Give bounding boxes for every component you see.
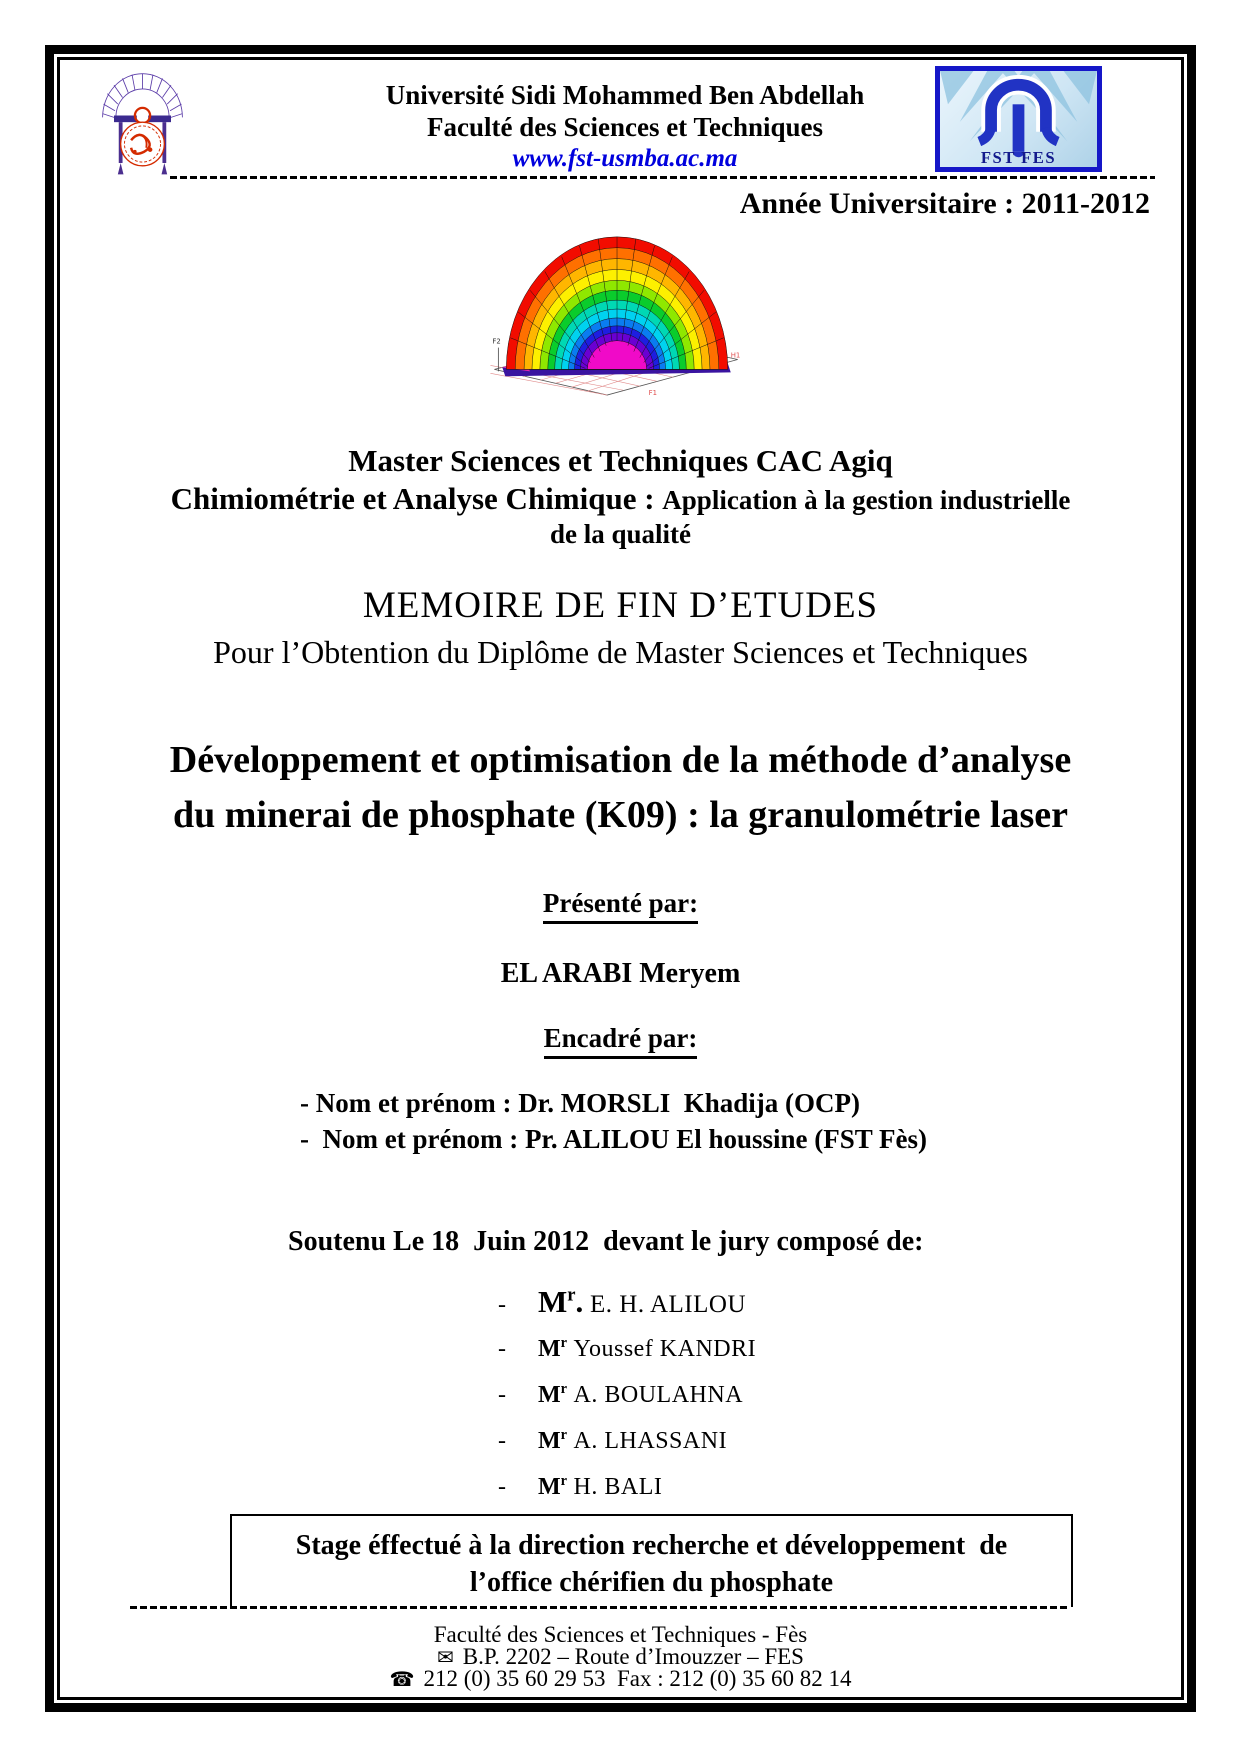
footer-line3 xyxy=(60,1668,1181,1690)
jury-title: $M^r$ xyxy=(538,1284,576,1319)
website-link: www.fst-usmba.ac.ma xyxy=(512,144,738,172)
header-divider-dashed xyxy=(170,176,1155,179)
jury-title-dot: . xyxy=(575,1284,584,1319)
specialty-line2: de la qualité xyxy=(549,519,691,549)
jury-list xyxy=(498,1284,756,1519)
supervisor-line-1: - Nom et prénom : Dr. MORSLI Khadija (OCP) xyxy=(300,1088,860,1118)
internship-line1: Stage éffectué à la direction recherche et développement de xyxy=(295,1530,1008,1561)
plot-axis-h1-label: H1 xyxy=(730,351,741,360)
defense-intro: Soutenu Le 18 Juin 2012 devant le jury composé de: xyxy=(288,1226,924,1257)
internship-line2: l’office chérifien du phosphate xyxy=(469,1566,834,1598)
jury-name: A. LHASSANI xyxy=(567,1428,728,1454)
thesis-title-line1: Développement et optimisation de la méthode d’analyse xyxy=(169,739,1072,781)
supervised-by-label: Encadré par: xyxy=(544,1023,698,1059)
jury-bullet: - xyxy=(498,1382,506,1408)
presented-by-label: Présenté par: xyxy=(543,888,698,924)
author-name: EL ARABI Meryem xyxy=(500,958,741,989)
jury-bullet: - xyxy=(498,1474,506,1500)
memoir-subheading: Pour l’Obtention du Diplôme de Master Sciences et Techniques xyxy=(213,634,1028,670)
faculty-name: Faculté des Sciences et Techniques xyxy=(427,111,823,142)
jury-name: E. H. ALILOU xyxy=(583,1291,747,1318)
internship-box xyxy=(230,1514,1073,1607)
master-program-title: Master Sciences et Techniques CAC Agiq xyxy=(348,443,893,478)
jury-member xyxy=(498,1284,756,1320)
supervised-by-row xyxy=(60,1023,1181,1059)
jury-name: A. BOULAHNA xyxy=(567,1382,744,1408)
plot-axis-f2-label: F2 xyxy=(492,337,501,346)
jury-name: Youssef KANDRI xyxy=(567,1336,757,1362)
fst-fes-logo xyxy=(935,66,1102,172)
footer-line1: Faculté des Sciences et Techniques - Fès xyxy=(433,1622,808,1647)
jury-title: $M^r$ xyxy=(538,1381,568,1408)
jury-member xyxy=(498,1427,756,1455)
specialty-sub: Application à la gestion industrielle xyxy=(662,485,1071,515)
plot-axis-f1-label: F1 xyxy=(648,389,658,398)
memoir-heading: MEMOIRE DE FIN D’ETUDES xyxy=(362,585,879,626)
university-emblem-icon xyxy=(95,68,190,182)
jury-bullet: - xyxy=(498,1428,506,1454)
academic-year: Année Universitaire : 2011-2012 xyxy=(739,187,1150,220)
phone-icon: ☎ xyxy=(389,1667,415,1691)
jury-title: $M^r$ xyxy=(538,1473,568,1500)
master-specialty-line xyxy=(60,481,1181,517)
footer-divider-dashed xyxy=(130,1606,1070,1609)
footer-phone-fax: 212 (0) 35 60 29 53 Fax : 212 (0) 35 60 82 14 xyxy=(423,1666,852,1691)
thesis-title-line2: du minerai de phosphate (K09) : la granulométrie laser xyxy=(172,794,1069,836)
header-text-block xyxy=(345,80,905,173)
university-name: Université Sidi Mohammed Ben Abdellah xyxy=(385,80,865,110)
footer-address: B.P. 2202 – Route d’Imouzzer – FES xyxy=(462,1644,804,1669)
jury-member xyxy=(498,1381,756,1409)
specialty-main: Chimiométrie et Analyse Chimique : xyxy=(170,481,663,516)
supervisor-line-2: - Nom et prénom : Pr. ALILOU El houssine (FST Fès) xyxy=(300,1124,928,1154)
page-border-frame xyxy=(45,45,1196,1712)
jury-title: $M^r$ xyxy=(538,1335,568,1362)
presented-by-row xyxy=(60,888,1181,924)
mail-icon: ✉ xyxy=(437,1645,454,1669)
jury-bullet: - xyxy=(498,1336,506,1362)
jury-bullet: - xyxy=(498,1292,506,1318)
jury-title: $M^r$ xyxy=(538,1427,568,1454)
jury-name: H. BALI xyxy=(567,1474,663,1500)
fst-logo-label: FST FES xyxy=(980,148,1057,167)
page-border-frame-inner xyxy=(57,57,1184,1700)
surface-plot-image xyxy=(490,223,748,401)
jury-member xyxy=(498,1335,756,1363)
footer-line2 xyxy=(60,1646,1181,1668)
jury-member xyxy=(498,1473,756,1501)
